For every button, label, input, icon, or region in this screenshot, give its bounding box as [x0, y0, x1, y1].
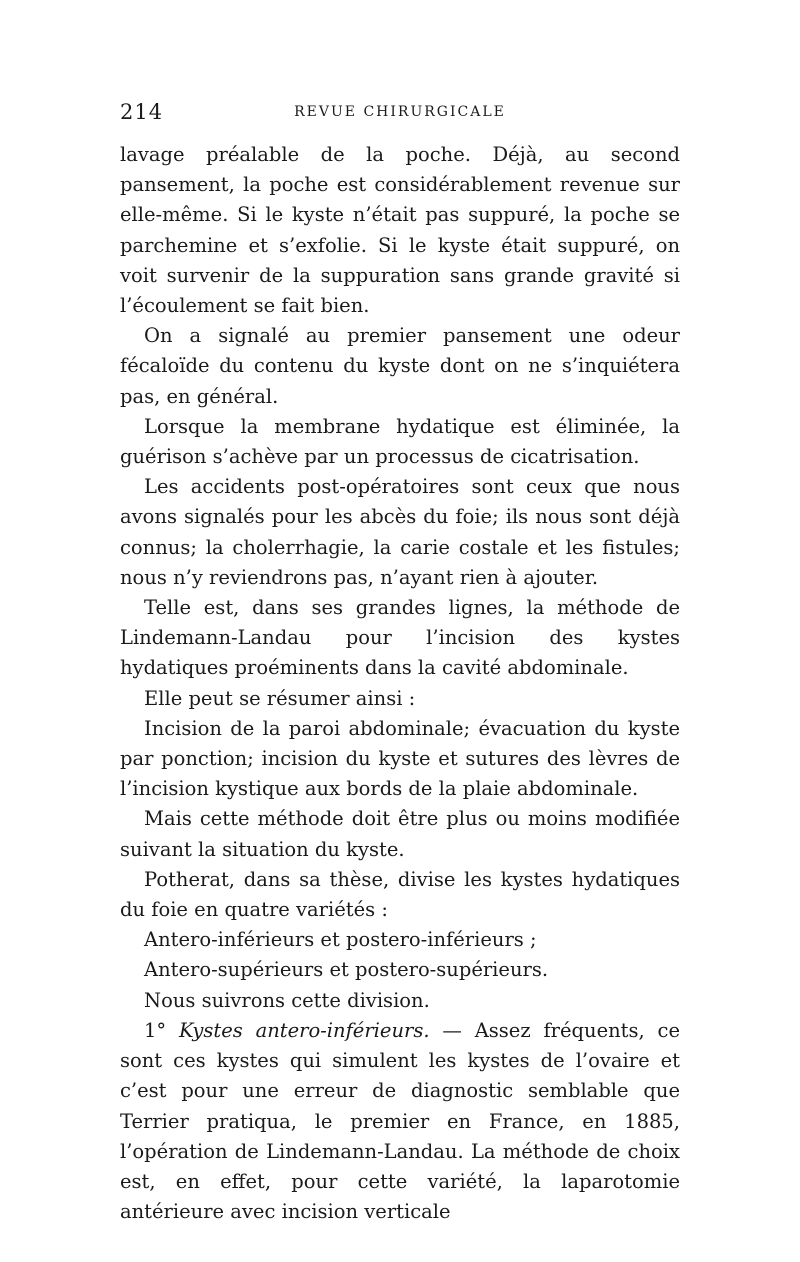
- paragraph: Incision de la paroi abdominale; évacuation du kyste par ponction; incision du kyste et sutures des lèvres de l’incision kystique aux bords de la plaie abdominale.: [120, 716, 680, 801]
- paragraph: Elle peut se résumer ainsi :: [144, 686, 416, 710]
- section-text: — Assez fréquents, ce sont ces kystes qui simulent les kystes de l’ovaire et c’est pour une erreur de diagnostic semblable que Terrier pratiqua, le premier en France, en 1885, l’opération de Lindemann-Landau. La méthode de choix est, en effet, pour cette variété, la laparotomie antérieure avec incision verticale: [120, 1018, 680, 1224]
- document-page: [120, 0, 680, 1262]
- paragraph: Lorsque la membrane hydatique est éliminée, la guérison s’achève par un processus de cicatrisation.: [120, 414, 680, 469]
- running-head: REVUE CHIRURGICALE: [294, 104, 506, 120]
- paragraph: Nous suivrons cette division.: [144, 988, 430, 1012]
- body-text: [120, 140, 680, 1227]
- paragraph: Mais cette méthode doit être plus ou moins modifiée suivant la situation du kyste.: [120, 807, 680, 861]
- paragraph: On a signalé au premier pansement une odeur fécaloïde du contenu du kyste dont on ne s’inquiétera pas, en général.: [120, 324, 680, 408]
- section-number: 1°: [144, 1018, 167, 1042]
- page-number: 214: [120, 100, 164, 124]
- list-item: Antero-inférieurs et postero-inférieurs ;: [144, 928, 537, 952]
- section-paragraph: [120, 1016, 680, 1227]
- paragraph: Telle est, dans ses grandes lignes, la méthode de Lindemann-Landau pour l’incision des kystes hydatiques proéminents dans la cavité abdominale.: [120, 596, 680, 680]
- paragraph: lavage préalable de la poche. Déjà, au second pansement, la poche est considérablement revenue sur elle-même. Si le kyste n’était pas suppuré, la poche se parchemine et s’exfolie. Si le kyste était suppuré, on voit survenir de la suppuration sans grande gravité si l’écoulement se fait bien.: [120, 143, 680, 318]
- paragraph: Potherat, dans sa thèse, divise les kystes hydatiques du foie en quatre variétés :: [120, 867, 680, 922]
- list-item: Antero-supérieurs et postero-supérieurs.: [144, 958, 549, 982]
- paragraph: Les accidents post-opératoires sont ceux que nous avons signalés pour les abcès du foie; ils nous sont déjà connus; la cholerrhagie, la carie costale et les fistules; nous n’y reviendrons pas, n’ayant rien à ajouter.: [120, 475, 680, 589]
- page-header: [120, 100, 680, 128]
- section-title: Kystes antero-inférieurs.: [179, 1018, 430, 1042]
